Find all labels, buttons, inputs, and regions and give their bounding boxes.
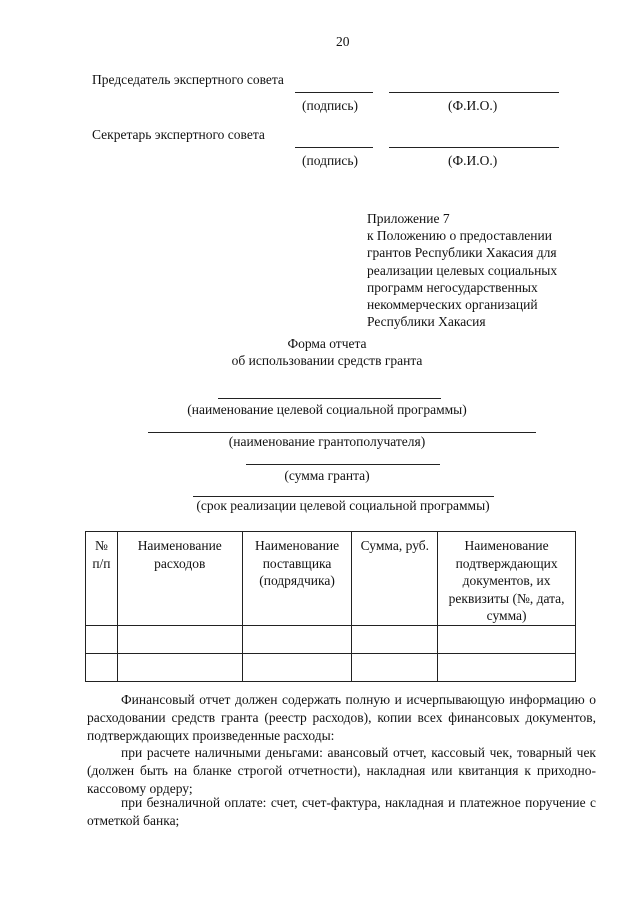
appendix-line: программ негосударственных xyxy=(367,279,538,295)
table-cell xyxy=(242,625,352,653)
table-cell xyxy=(86,625,118,653)
column-supplier-header: Наименование поставщика (подрядчика) xyxy=(242,532,352,626)
program-name-line xyxy=(218,398,441,399)
chairman-label: Председатель экспертного совета xyxy=(92,72,284,87)
appendix-heading xyxy=(367,210,557,330)
appendix-line: Приложение 7 xyxy=(367,211,450,226)
table-cell xyxy=(438,653,576,681)
form-subtitle: об использовании средств гранта xyxy=(231,353,423,368)
column-number-header: № п/п xyxy=(86,532,118,626)
secretary-signature-line xyxy=(295,147,373,148)
cash-payment-paragraph: при расчете наличными деньгами: авансовый отчет, кассовый чек, товарный чек (должен быть на бланке строгой отчетности), накладная или квитанция к приходно-кассовому ордеру; xyxy=(87,745,596,796)
chairman-name-caption: (Ф.И.О.) xyxy=(448,98,498,113)
appendix-line: Республики Хакасия xyxy=(367,314,486,330)
program-term-caption: (срок реализации целевой социальной программы) xyxy=(196,498,490,513)
table-row xyxy=(86,653,576,681)
table-cell xyxy=(352,625,438,653)
secretary-name-caption: (Ф.И.О.) xyxy=(448,153,498,168)
appendix-line: некоммерческих организаций xyxy=(367,297,538,313)
table-cell xyxy=(117,653,242,681)
table-cell xyxy=(117,625,242,653)
expenses-table xyxy=(85,531,576,682)
column-documents-header: Наименование подтверждающих документов, их реквизиты (№, дата, сумма) xyxy=(438,532,576,626)
program-name-caption: (наименование целевой социальной программы) xyxy=(187,402,467,417)
appendix-line: грантов Республики Хакасия для xyxy=(367,245,557,261)
table-cell xyxy=(352,653,438,681)
secretary-signature-caption: (подпись) xyxy=(302,153,359,168)
column-amount-header: Сумма, руб. xyxy=(352,532,438,626)
chairman-name-line xyxy=(389,92,559,93)
appendix-line: реализации целевых социальных xyxy=(367,262,558,278)
secretary-name-line xyxy=(389,147,559,148)
cashless-payment-paragraph: при безналичной оплате: счет, счет-фактура, накладная и платежное поручение с отметкой банка; xyxy=(87,795,596,828)
grant-amount-line xyxy=(246,464,440,465)
table-cell xyxy=(86,653,118,681)
report-requirements-paragraph: Финансовый отчет должен содержать полную и исчерпывающую информацию о расходовании средств гранта (реестр расходов), копии всех финансовых документов, подтверждающих произведенные расходы: xyxy=(87,692,596,743)
column-expense-name-header: Наименование расходов xyxy=(117,532,242,626)
table-cell xyxy=(242,653,352,681)
grantee-name-line xyxy=(148,432,536,433)
table-row xyxy=(86,625,576,653)
table-header-row xyxy=(86,532,576,626)
chairman-signature-caption: (подпись) xyxy=(302,98,359,113)
page-number: 20 xyxy=(336,34,350,49)
form-title: Форма отчета xyxy=(287,336,367,351)
secretary-label: Секретарь экспертного совета xyxy=(92,127,265,142)
table-cell xyxy=(438,625,576,653)
appendix-line: к Положению о предоставлении xyxy=(367,228,552,244)
chairman-signature-line xyxy=(295,92,373,93)
program-term-line xyxy=(193,496,494,497)
grantee-name-caption: (наименование грантополучателя) xyxy=(228,434,426,449)
grant-amount-caption: (сумма гранта) xyxy=(284,468,370,483)
